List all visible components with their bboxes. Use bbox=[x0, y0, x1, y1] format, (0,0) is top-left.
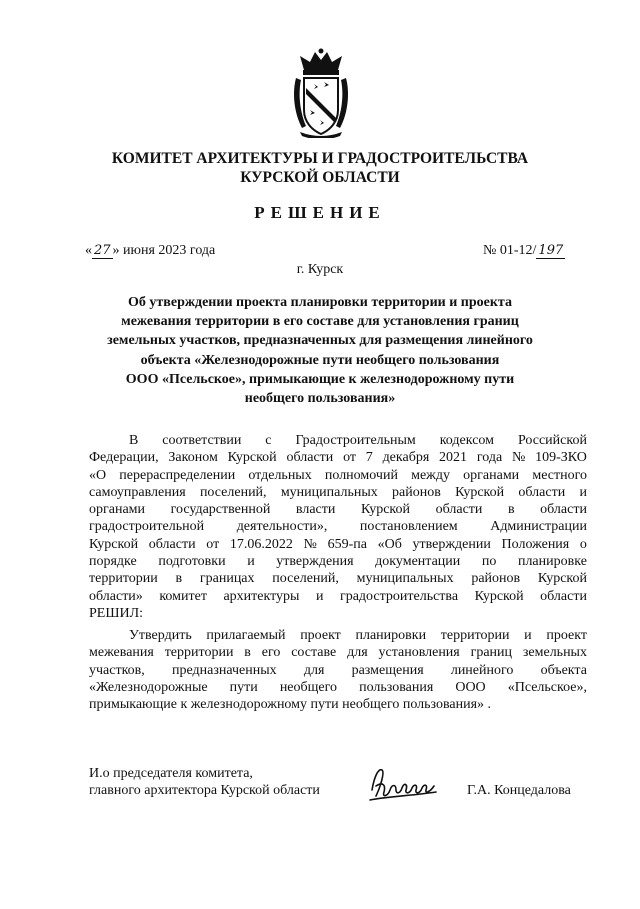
body-word: Градостроительным bbox=[295, 433, 416, 448]
signer-position-line2: главного архитектора Курской области bbox=[89, 783, 320, 798]
body-word: Утвердить bbox=[129, 628, 192, 643]
document-type-title: РЕШЕНИЕ bbox=[254, 203, 386, 222]
body-line bbox=[89, 536, 587, 553]
body-word: проект bbox=[546, 628, 587, 643]
body-word: территории bbox=[164, 645, 234, 661]
body-word: участков, bbox=[89, 662, 145, 678]
coat-of-arms-icon bbox=[290, 48, 352, 138]
body-word: области bbox=[286, 450, 334, 466]
body-word: Администрации bbox=[490, 519, 587, 535]
body-word: установления bbox=[378, 645, 460, 661]
body-word: 659-па bbox=[327, 536, 367, 552]
body-line: примыкающие к железнодорожному пути необщего пользования» . bbox=[89, 697, 492, 713]
body-word: необщего bbox=[279, 679, 338, 695]
body-line bbox=[89, 627, 587, 644]
body-word: года bbox=[476, 450, 503, 466]
body-word: между bbox=[411, 467, 450, 483]
body-word: Курской bbox=[227, 450, 277, 466]
body-word: 2021 bbox=[439, 450, 468, 466]
body-line bbox=[89, 588, 587, 605]
body-word: границах bbox=[199, 571, 255, 587]
body-word: местного bbox=[532, 467, 587, 483]
body-word: постановлением bbox=[359, 519, 458, 535]
body-word: Курской bbox=[537, 571, 587, 587]
body-line bbox=[89, 570, 587, 587]
body-word: муниципальных bbox=[280, 484, 378, 500]
body-word: и bbox=[315, 588, 324, 604]
body-word: 17.06.2022 bbox=[229, 536, 293, 552]
body-word: ООО bbox=[455, 679, 486, 695]
signer-position-line1: И.о председателя комитета, bbox=[89, 766, 253, 781]
body-word: архитектуры bbox=[223, 588, 300, 604]
body-paragraph-2 bbox=[89, 627, 587, 713]
document-date bbox=[85, 243, 215, 259]
body-word: в bbox=[244, 645, 251, 661]
body-word: и bbox=[524, 628, 532, 643]
body-word: «О bbox=[89, 467, 107, 483]
body-word: власти bbox=[295, 502, 336, 518]
body-line bbox=[89, 679, 587, 696]
body-word: пользования bbox=[359, 679, 434, 695]
body-word: границ bbox=[470, 645, 513, 661]
subject-line: необщего пользования» bbox=[244, 391, 396, 407]
body-line bbox=[89, 662, 587, 679]
body-word: от bbox=[343, 450, 356, 466]
body-word: его bbox=[261, 645, 281, 661]
body-word: от bbox=[206, 536, 220, 552]
body-word: для bbox=[347, 645, 368, 661]
subject-line: объекта «Железнодорожные пути необщего пользования bbox=[140, 352, 500, 368]
body-word: области» bbox=[89, 588, 143, 604]
body-word: комитет bbox=[159, 588, 207, 604]
body-word: Федерации, bbox=[89, 450, 159, 466]
subject-line: земельных участков, предназначенных для размещения линейного bbox=[107, 333, 533, 349]
body-word: районов bbox=[392, 484, 441, 500]
body-paragraph-1 bbox=[89, 432, 587, 622]
body-line bbox=[89, 501, 587, 518]
subject-line: Об утверждении проекта планировки территории и проекта bbox=[128, 295, 512, 310]
body-word: области bbox=[518, 484, 566, 500]
body-word: предназначенных bbox=[171, 662, 277, 678]
body-word: Положения bbox=[501, 536, 570, 552]
body-word: № bbox=[511, 450, 526, 466]
body-word: Курской bbox=[474, 588, 524, 604]
body-word: пути bbox=[229, 679, 258, 695]
date-close-quote: » bbox=[112, 243, 120, 258]
body-word: самоуправления bbox=[89, 484, 186, 500]
body-word: соответствии bbox=[162, 433, 242, 448]
body-word: деятельности», bbox=[236, 519, 328, 535]
body-word: В bbox=[129, 433, 139, 448]
body-word: составе bbox=[291, 645, 337, 661]
body-word: размещения bbox=[351, 662, 424, 678]
body-word: отдельных bbox=[248, 467, 312, 483]
body-word: утверждения bbox=[276, 554, 354, 570]
date-open-quote: « bbox=[85, 243, 92, 258]
body-word: «Псельское», bbox=[507, 679, 587, 695]
body-word: порядке bbox=[89, 554, 137, 570]
body-word: подготовки bbox=[158, 554, 226, 570]
body-line bbox=[89, 644, 587, 661]
body-word: планировки bbox=[355, 628, 427, 643]
body-word: Курской bbox=[360, 502, 411, 518]
body-word: области bbox=[540, 502, 587, 518]
body-word: государственной bbox=[170, 502, 271, 518]
document-subject bbox=[100, 293, 540, 408]
body-word: 7 bbox=[365, 450, 373, 466]
body-word: органами bbox=[463, 467, 520, 483]
body-word: прилагаемый bbox=[206, 628, 286, 643]
body-word: объекта bbox=[540, 662, 587, 678]
body-word: утверждении bbox=[412, 536, 491, 552]
body-word: перераспределении bbox=[119, 467, 236, 483]
body-word: в bbox=[175, 571, 183, 587]
body-word: планировке bbox=[517, 554, 587, 570]
organization-name-line1: КОМИТЕТ АРХИТЕКТУРЫ И ГРАДОСТРОИТЕЛЬСТВА bbox=[111, 150, 529, 167]
body-line bbox=[89, 553, 587, 570]
body-word: о bbox=[579, 536, 587, 552]
body-word: полномочий bbox=[324, 467, 398, 483]
body-word: кодексом bbox=[439, 433, 495, 448]
body-word: градостроительства bbox=[339, 588, 459, 604]
organization-name-line2: КУРСКОЙ ОБЛАСТИ bbox=[240, 169, 400, 186]
signer-name: Г.А. Концедалова bbox=[467, 783, 571, 798]
body-line bbox=[89, 467, 587, 484]
body-word: органами bbox=[89, 502, 146, 518]
body-line: РЕШИЛ: bbox=[89, 605, 143, 621]
body-word: области bbox=[540, 588, 587, 604]
body-word: Законом bbox=[168, 450, 218, 466]
body-line bbox=[89, 449, 587, 466]
body-word: с bbox=[265, 433, 272, 448]
body-word: земельных bbox=[522, 645, 587, 661]
body-word: по bbox=[481, 554, 497, 570]
body-line bbox=[89, 518, 587, 535]
body-word: в bbox=[507, 502, 515, 518]
date-month-year: июня 2023 года bbox=[119, 243, 216, 258]
body-word: линейного bbox=[450, 662, 514, 678]
document-number bbox=[483, 243, 565, 259]
document-number-handwritten: 197 bbox=[538, 243, 564, 258]
subject-line: ООО «Псельское», примыкающие к железнодорожному пути bbox=[125, 371, 515, 387]
body-word: и bbox=[579, 484, 587, 500]
document-city: г. Курск bbox=[296, 262, 344, 277]
date-day-handwritten: 27 bbox=[94, 243, 111, 258]
body-word: области bbox=[148, 536, 196, 552]
document-number-prefix: № 01-12/ bbox=[483, 243, 537, 258]
body-word: муниципальных bbox=[356, 571, 454, 587]
body-word: «Железнодорожные bbox=[89, 679, 208, 695]
body-word: Курской bbox=[455, 484, 505, 500]
subject-line: межевания территории в его составе для установления границ bbox=[121, 314, 519, 330]
body-word: районов bbox=[471, 571, 521, 587]
body-word: декабря bbox=[382, 450, 430, 466]
handwritten-signature-icon bbox=[366, 762, 442, 808]
body-word: документации bbox=[375, 554, 461, 570]
body-word: и bbox=[247, 554, 255, 570]
body-word: № bbox=[303, 536, 317, 552]
body-word: Курской bbox=[89, 536, 139, 552]
body-word: Российской bbox=[517, 433, 587, 448]
body-line bbox=[89, 432, 587, 449]
body-word: 109-ЗКО bbox=[535, 450, 587, 466]
body-word: поселений, bbox=[199, 484, 267, 500]
body-word: для bbox=[303, 662, 325, 678]
body-word: межевания bbox=[89, 645, 154, 661]
body-word: поселений, bbox=[272, 571, 339, 587]
body-word: территории bbox=[440, 628, 510, 643]
body-word: проект bbox=[300, 628, 341, 643]
body-word: «Об bbox=[377, 536, 402, 552]
body-word: градостроительной bbox=[89, 519, 205, 535]
body-word: территории bbox=[89, 571, 158, 587]
body-line bbox=[89, 484, 587, 501]
body-word: области bbox=[435, 502, 483, 518]
